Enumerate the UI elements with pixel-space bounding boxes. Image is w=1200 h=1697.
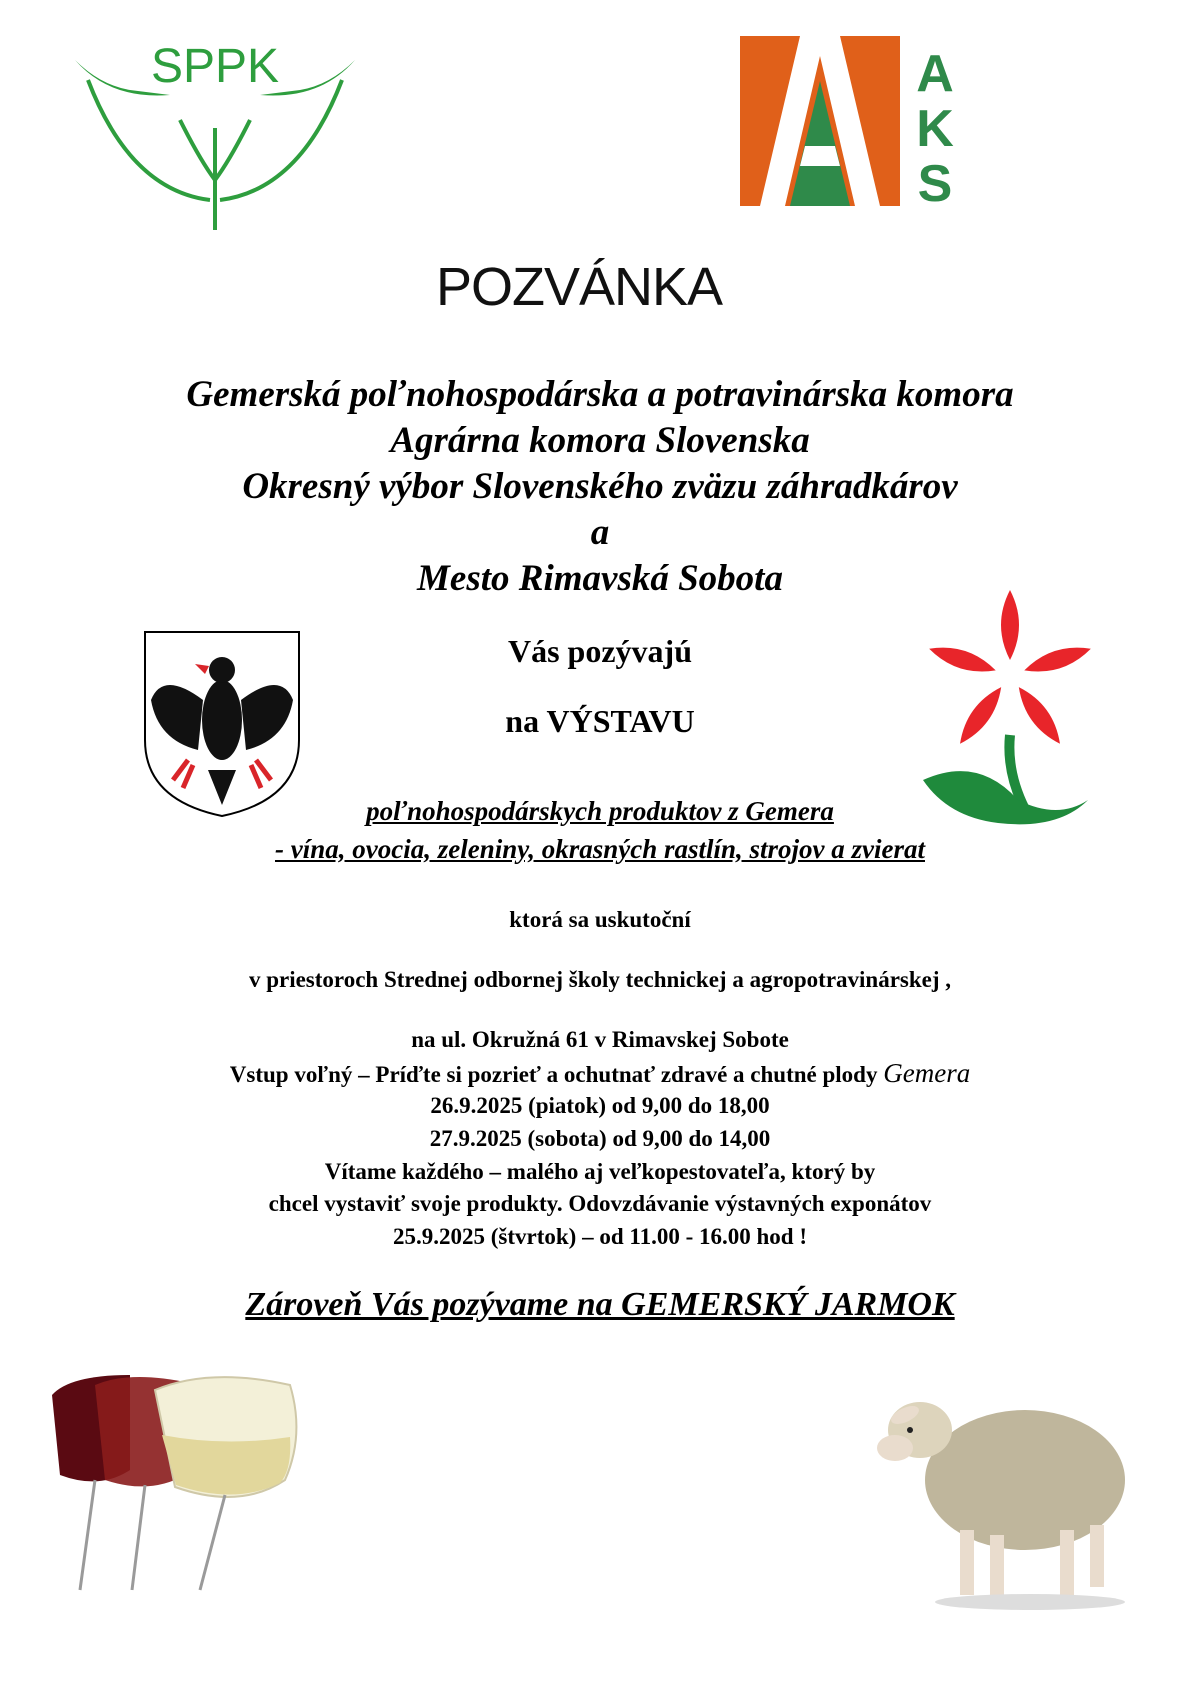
organizer-line-1: Gemerská poľnohospodárska a potravinárska komora <box>186 374 1014 415</box>
details-line-1: ktorá sa uskutoční <box>509 907 691 932</box>
details-line-4-emph: Gemera <box>883 1058 971 1088</box>
invite-line-1: Vás pozývajú <box>507 633 692 669</box>
details-line-7: Vítame každého – malého aj veľkopestovateľa, ktorý by <box>324 1159 876 1184</box>
sppk-logo-text: SPPK <box>150 40 280 93</box>
details-line-5: 26.9.2025 (piatok) od 9,00 do 18,00 <box>430 1093 770 1118</box>
aks-letter-s: S <box>917 155 953 206</box>
invite-line-2: na VÝSTAVU <box>505 703 695 739</box>
aks-logo <box>740 36 960 206</box>
details-line-9: 25.9.2025 (štvrtok) – od 11.00 - 16.00 hod ! <box>392 1224 807 1249</box>
details-line-4-main: Vstup voľný – Príďte si pozrieť a ochutnať zdravé a chutné plody <box>229 1062 884 1087</box>
page-title: POZVÁNKA <box>436 257 723 317</box>
organizer-line-2: Agrárna komora Slovenska <box>390 420 810 461</box>
aks-letter-k: K <box>916 100 954 158</box>
organizer-line-3: Okresný výbor Slovenského zväzu záhradkárov <box>242 466 958 507</box>
organizer-line-5: Mesto Rimavská Sobota <box>417 558 783 599</box>
organizer-line-4: a <box>590 512 610 553</box>
details-line-6: 27.9.2025 (sobota) od 9,00 do 14,00 <box>429 1126 771 1151</box>
details-line-3: na ul. Okružná 61 v Rimavskej Sobote <box>411 1027 789 1052</box>
details-line-8: chcel vystaviť svoje produkty. Odovzdávanie výstavných exponátov <box>268 1191 932 1216</box>
details-line-4 <box>0 1058 1200 1089</box>
sppk-logo <box>70 40 360 230</box>
aks-letter-a: A <box>916 45 954 103</box>
subtitle-line-2: - vína, ovocia, zeleniny, okrasných rastlín, strojov a zvierat <box>275 834 925 864</box>
details-line-2: v priestoroch Strednej odbornej školy technickej a agropotravinárskej , <box>248 967 952 992</box>
wine-glasses <box>50 1375 350 1595</box>
sheep <box>865 1370 1135 1615</box>
closing-line: Zároveň Vás pozývame na GEMERSKÝ JARMOK <box>245 1286 955 1323</box>
subtitle-line-1: poľnohospodárskych produktov z Gemera <box>366 796 834 826</box>
